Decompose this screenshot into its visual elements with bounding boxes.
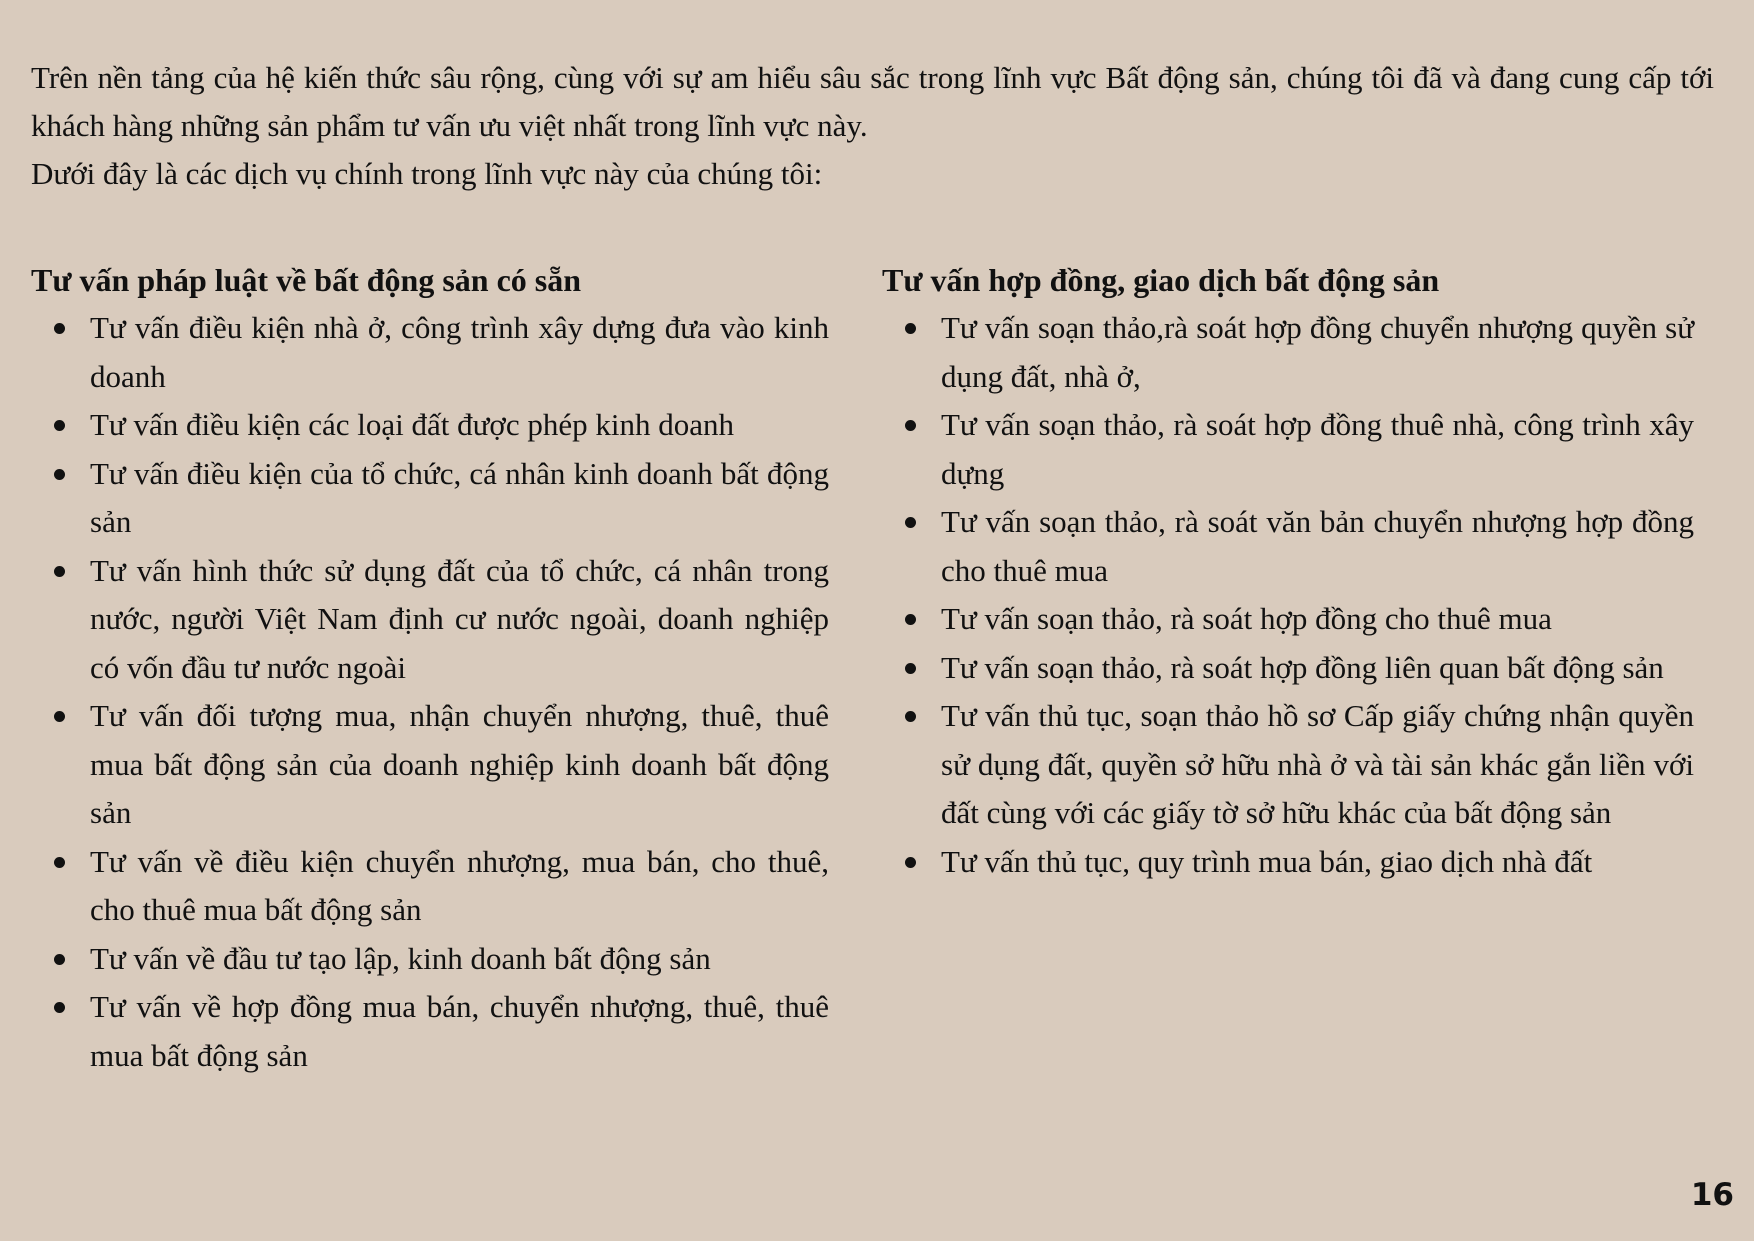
right-column xyxy=(882,256,1694,886)
list-item xyxy=(882,304,1694,401)
bullet-icon xyxy=(54,954,65,965)
list-item xyxy=(31,304,829,401)
bullet-icon xyxy=(54,469,65,480)
list-item xyxy=(31,935,829,984)
list-item-text: Tư vấn soạn thảo, rà soát văn bản chuyển nhượng hợp đồng cho thuê mua xyxy=(941,504,1694,588)
intro-section xyxy=(31,54,1714,198)
list-item xyxy=(882,838,1694,887)
list-item-text: Tư vấn điều kiện nhà ở, công trình xây dựng đưa vào kinh doanh xyxy=(90,310,829,394)
bullet-icon xyxy=(54,323,65,334)
list-item-text: Tư vấn thủ tục, quy trình mua bán, giao dịch nhà đất xyxy=(941,843,1593,879)
left-section-heading: Tư vấn pháp luật về bất động sản có sẵn xyxy=(31,262,582,298)
bullet-icon xyxy=(54,566,65,577)
list-item-text: Tư vấn đối tượng mua, nhận chuyển nhượng, thuê, thuê mua bất động sản của doanh nghiệp kinh doanh bất động sản xyxy=(90,698,829,830)
list-item xyxy=(31,401,829,450)
list-item-text: Tư vấn về đầu tư tạo lập, kinh doanh bất động sản xyxy=(90,940,711,976)
right-service-list xyxy=(882,304,1694,886)
list-item-text: Tư vấn soạn thảo,rà soát hợp đồng chuyển nhượng quyền sử dụng đất, nhà ở, xyxy=(941,310,1694,394)
bullet-icon xyxy=(54,1002,65,1013)
list-item-text: Tư vấn soạn thảo, rà soát hợp đồng liên quan bất động sản xyxy=(941,649,1664,685)
list-item xyxy=(31,450,829,547)
page-number: 16 xyxy=(1690,1177,1734,1213)
bullet-icon xyxy=(905,711,916,722)
list-item xyxy=(31,547,829,693)
list-item xyxy=(882,595,1694,644)
list-item-text: Tư vấn soạn thảo, rà soát hợp đồng cho thuê mua xyxy=(941,601,1552,636)
list-item xyxy=(882,498,1694,595)
bullet-icon xyxy=(905,663,916,674)
intro-paragraph: Trên nền tảng của hệ kiến thức sâu rộng, cùng với sự am hiểu sâu sắc trong lĩnh vực Bất động sản, chúng tôi đã và đang cung cấp tới khách hàng những sản phẩm tư vấn ưu việt nhất trong lĩnh vực này. xyxy=(31,60,1714,143)
list-item-text: Tư vấn hình thức sử dụng đất của tổ chức, cá nhân trong nước, người Việt Nam định cư nước ngoài, doanh nghiệp có vốn đầu tư nước ngoài xyxy=(90,552,829,685)
list-item xyxy=(31,838,829,935)
bullet-icon xyxy=(905,420,916,431)
intro-services-lead: Dưới đây là các dịch vụ chính trong lĩnh vực này của chúng tôi: xyxy=(31,156,823,191)
list-item xyxy=(882,401,1694,498)
bullet-icon xyxy=(54,857,65,868)
bullet-icon xyxy=(905,517,916,528)
left-service-list xyxy=(31,304,829,1080)
list-item xyxy=(31,692,829,838)
list-item-text: Tư vấn điều kiện của tổ chức, cá nhân kinh doanh bất động sản xyxy=(90,455,829,539)
list-item xyxy=(882,644,1694,693)
list-item-text: Tư vấn điều kiện các loại đất được phép kinh doanh xyxy=(90,407,734,442)
bullet-icon xyxy=(54,711,65,722)
bullet-icon xyxy=(54,420,65,431)
bullet-icon xyxy=(905,323,916,334)
list-item-text: Tư vấn về hợp đồng mua bán, chuyển nhượng, thuê, thuê mua bất động sản xyxy=(90,989,829,1073)
bullet-icon xyxy=(905,614,916,625)
bullet-icon xyxy=(905,857,916,868)
list-item xyxy=(31,983,829,1080)
list-item-text: Tư vấn thủ tục, soạn thảo hồ sơ Cấp giấy chứng nhận quyền sử dụng đất, quyền sở hữu nhà ở và tài sản khác gắn liền với đất cùng với các giấy tờ sở hữu khác của bất động sản xyxy=(941,698,1694,830)
list-item xyxy=(882,692,1694,838)
right-section-heading: Tư vấn hợp đồng, giao dịch bất động sản xyxy=(882,262,1440,298)
list-item-text: Tư vấn soạn thảo, rà soát hợp đồng thuê nhà, công trình xây dựng xyxy=(941,407,1694,491)
list-item-text: Tư vấn về điều kiện chuyển nhượng, mua bán, cho thuê, cho thuê mua bất động sản xyxy=(90,843,829,927)
left-column xyxy=(31,256,829,1080)
